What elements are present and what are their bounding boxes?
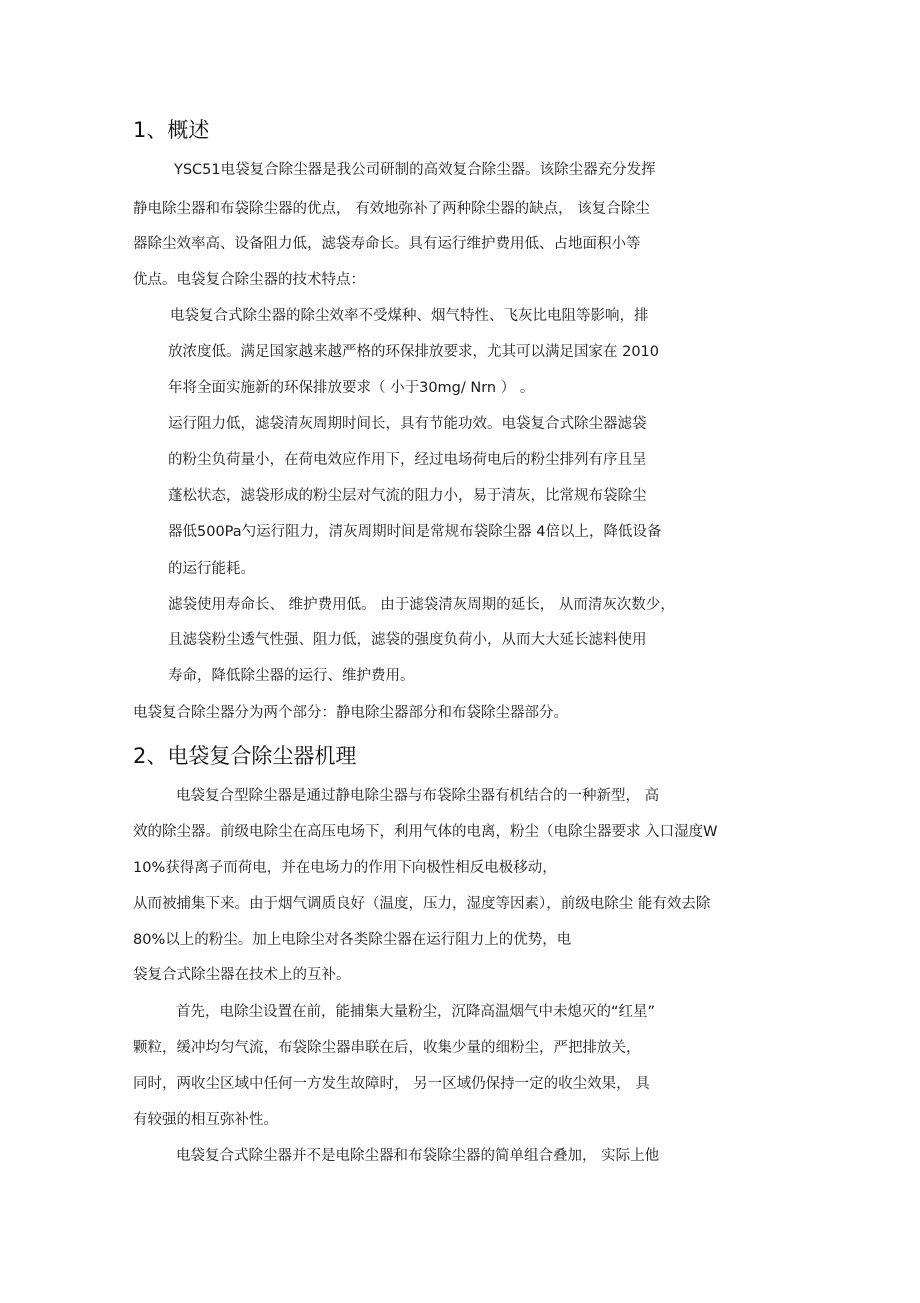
paragraph-line: 袋复合式除尘器在技术上的互补。 — [133, 967, 351, 983]
paragraph-line: 10%获得离子而荷电，并在电场力的作用下向极性相反电极移动， — [133, 860, 557, 876]
paragraph-line: 滤袋使用寿命长、 维护费用低。 由于滤袋清灰周期的延长， 从而清灰次数少， — [168, 597, 675, 613]
section-heading-overview: 1、概述 — [133, 118, 210, 142]
paragraph-line: 电袋复合型除尘器是通过静电除尘器与布袋除尘器有机结合的一种新型， 高 — [176, 788, 660, 804]
paragraph-line: 电袋复合除尘器分为两个部分：静电除尘器部分和布袋除尘器部分。 — [133, 705, 568, 721]
paragraph-line: 器低500Pa勺运行阻力，清灰周期时间是常规布袋除尘器 4倍以上，降低设备 — [168, 524, 662, 540]
paragraph-line: 首先，电除尘设置在前，能捕集大量粉尘，沉降高温烟气中未熄灭的“红星” — [176, 1004, 656, 1020]
paragraph-line: 蓬松状态，滤袋形成的粉尘层对气流的阻力小，易于清灰，比常规布袋除尘 — [168, 488, 647, 504]
paragraph-line: 颗粒，缓冲均匀气流，布袋除尘器串联在后，收集少量的细粉尘，严把排放关， — [133, 1040, 641, 1056]
paragraph-line: 从而被捕集下来。由于烟气调质良好（温度，压力，湿度等因素），前级电除尘 能有效去除 — [133, 896, 711, 912]
paragraph-line: 效的除尘器。前级电除尘在高压电场下，利用气体的电离，粉尘（电除尘器要求 入口湿度W — [133, 824, 718, 840]
paragraph-line: 年将全面实施新的环保排放要求（ 小于30mg/ Nrn ） 。 — [168, 380, 535, 396]
paragraph-line: 放浓度低。满足国家越来越严格的环保排放要求，尤其可以满足国家在 2010 — [168, 344, 660, 360]
paragraph-line: 器除尘效率高、设备阻力低，滤袋寿命长。具有运行维护费用低、占地面积小等 — [133, 236, 641, 252]
paragraph-line: 运行阻力低，滤袋清灰周期时间长，具有节能功效。电袋复合式除尘器滤袋 — [168, 416, 647, 432]
paragraph-line: 同时，两收尘区域中任何一方发生故障时， 另一区域仍保持一定的收尘效果， 具 — [133, 1076, 650, 1092]
paragraph-line: 静电除尘器和布袋除尘器的优点， 有效地弥补了两种除尘器的缺点， 该复合除尘 — [133, 201, 650, 217]
paragraph-line: 的粉尘负荷量小，在荷电效应作用下，经过电场荷电后的粉尘排列有序且呈 — [168, 452, 647, 468]
paragraph-line: 有较强的相互弥补性。 — [133, 1112, 278, 1128]
paragraph-line: 电袋复合式除尘器并不是电除尘器和布袋除尘器的简单组合叠加， 实际上他 — [176, 1148, 660, 1164]
paragraph-line: 优点。电袋复合除尘器的技术特点： — [133, 272, 365, 288]
paragraph-line: 且滤袋粉尘透气性强、阻力低，滤袋的强度负荷小，从而大大延长滤料使用 — [168, 632, 647, 648]
section-heading-mechanism: 2、电袋复合除尘器机理 — [133, 744, 357, 768]
paragraph-line: 的运行能耗。 — [168, 561, 255, 577]
paragraph-line: 寿命，降低除尘器的运行、维护费用。 — [168, 668, 415, 684]
paragraph-line: 电袋复合式除尘器的除尘效率不受煤种、烟气特性、飞灰比电阻等影响，排 — [170, 308, 649, 324]
paragraph-line: 80%以上的粉尘。加上电除尘对各类除尘器在运行阻力上的优势，电 — [133, 932, 572, 948]
paragraph-line: YSC51电袋复合除尘器是我公司研制的高效复合除尘器。该除尘器充分发挥 — [174, 162, 656, 178]
